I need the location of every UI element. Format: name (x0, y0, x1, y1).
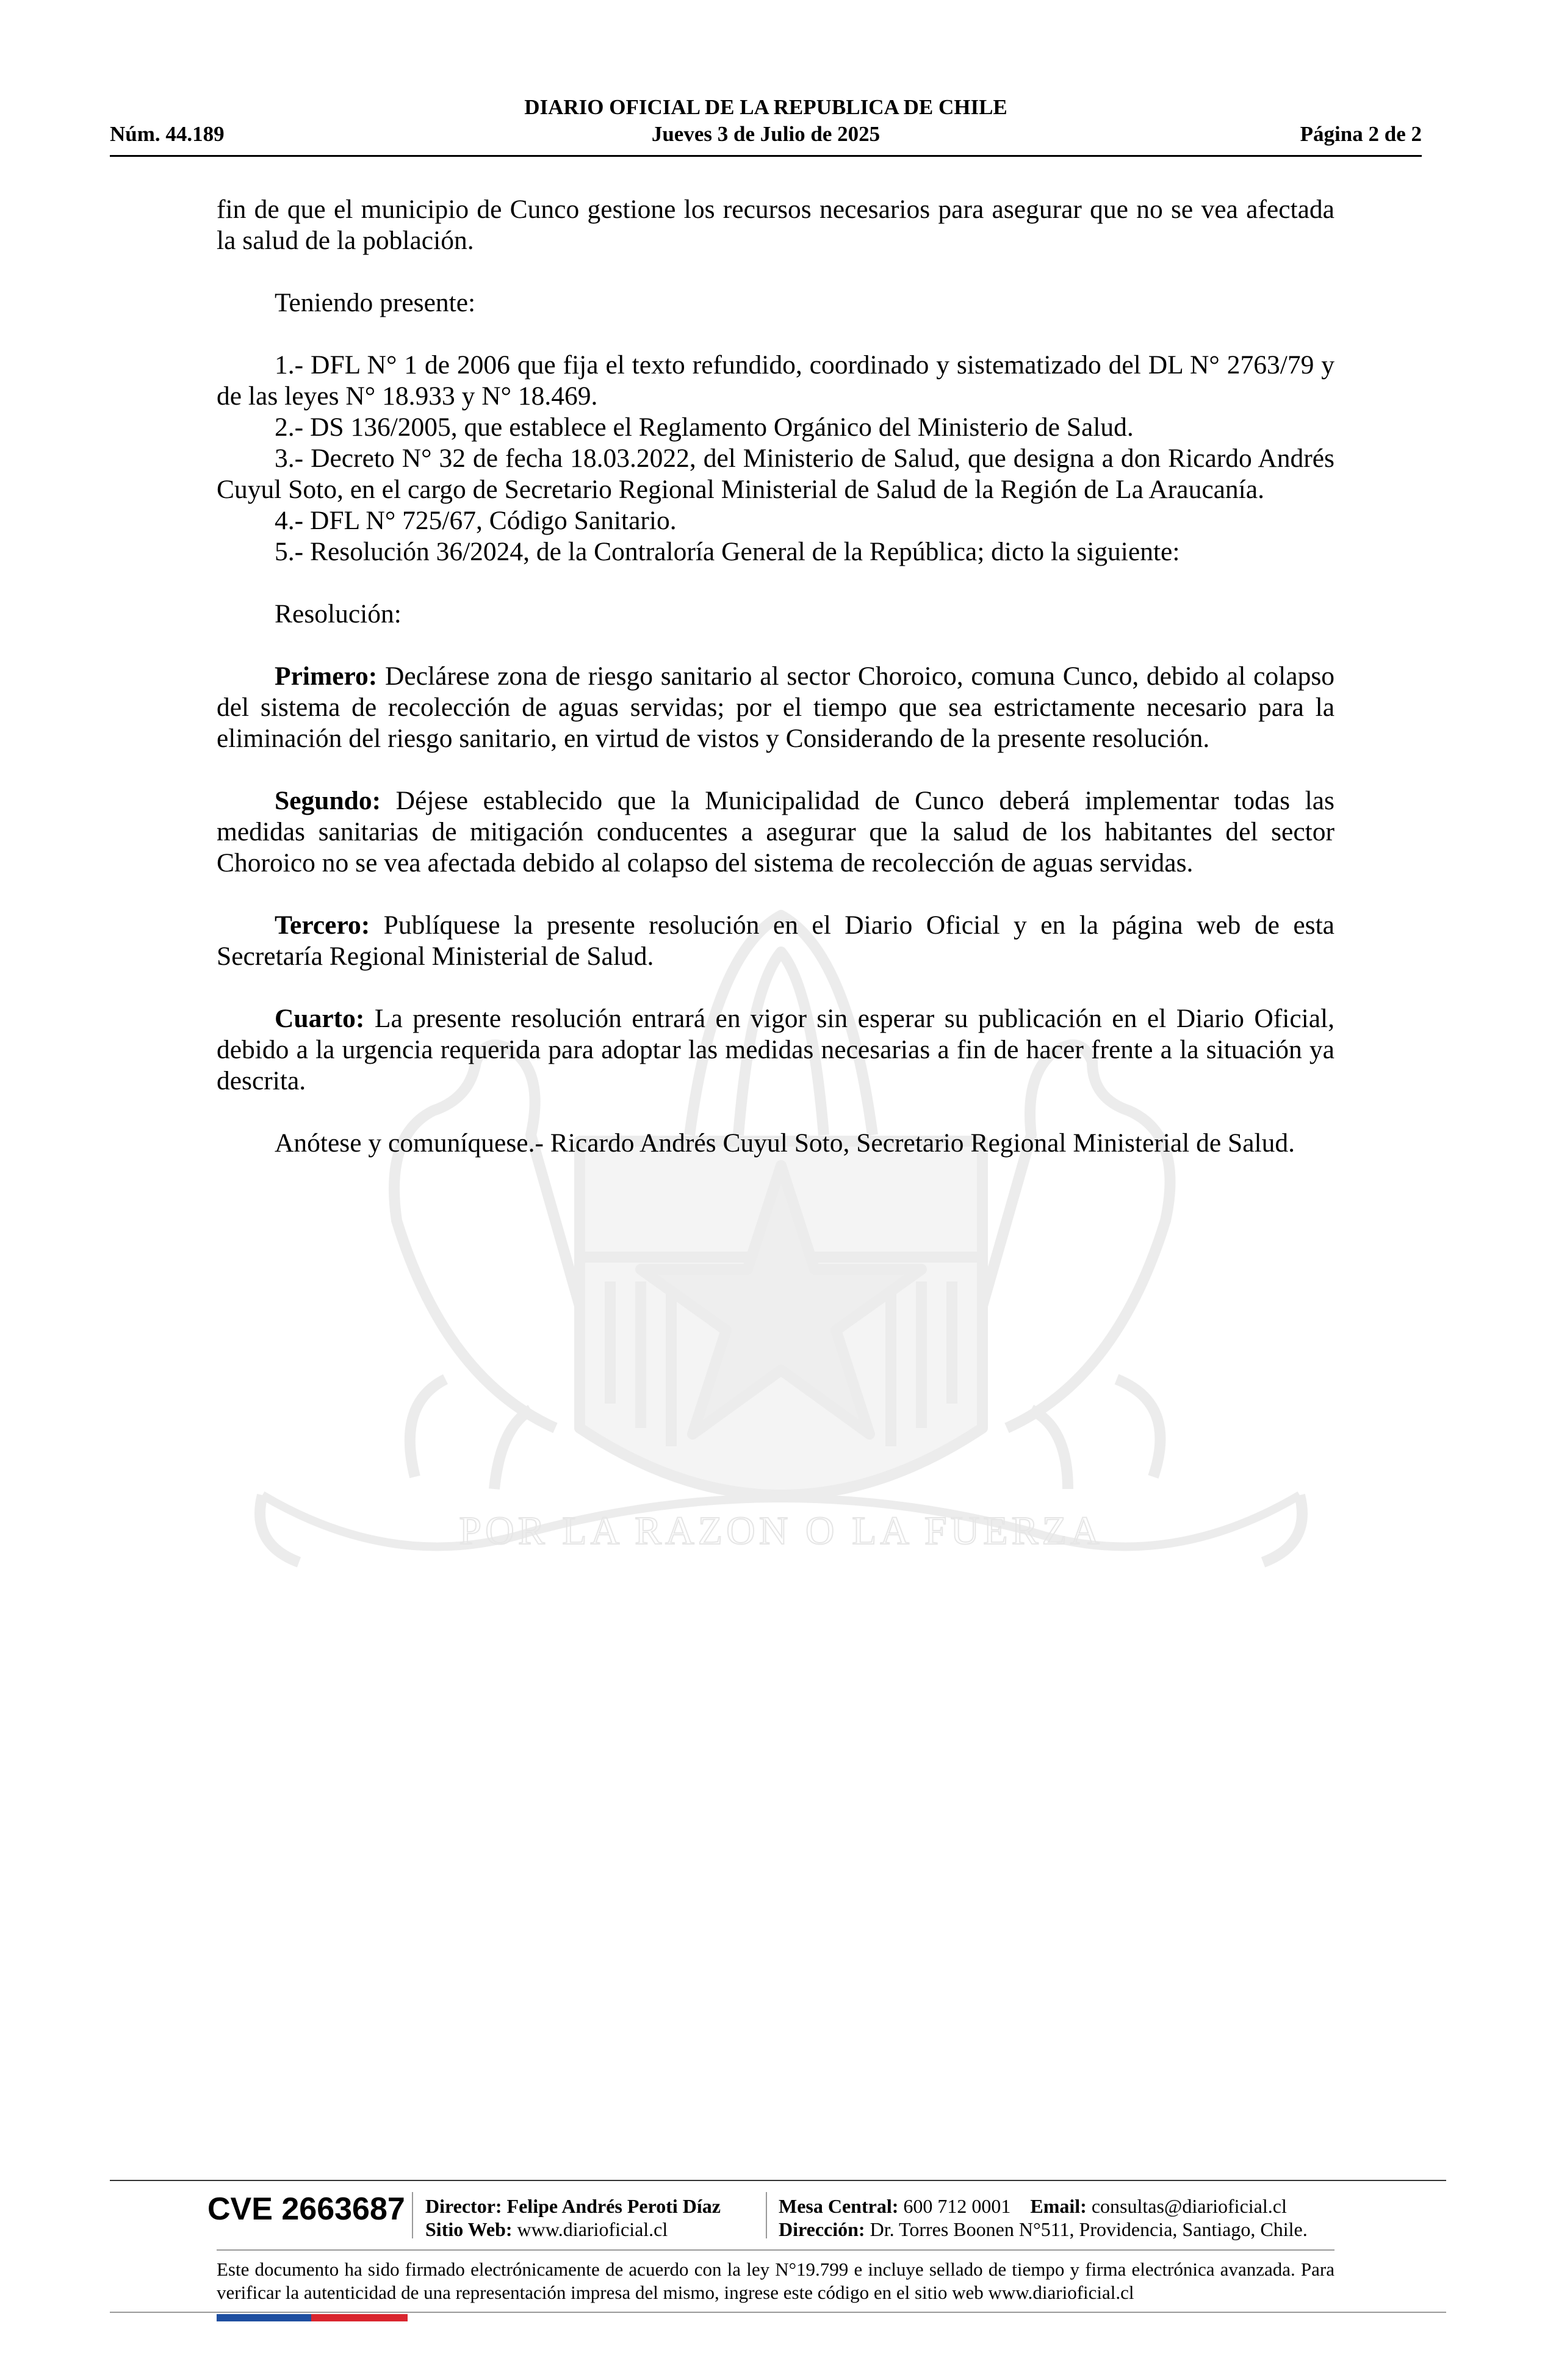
list-item: 4.- DFL N° 725/67, Código Sanitario. (275, 506, 677, 535)
web-label: Sitio Web: (425, 2218, 513, 2240)
article-text: Declárese zona de riesgo sanitario al sector Choroico, comuna Cunco, debido al colapso del sistema de recolección de aguas servidas; por el tiempo que sea estrictamente necesario para la eliminación del riesgo sanitario, en virtud de vistos y Considerando de la presente resolución. (217, 662, 1334, 753)
contact-line (779, 2194, 1308, 2218)
director-name: Felipe Andrés Peroti Díaz (506, 2195, 721, 2217)
email-label: Email: (1030, 2195, 1087, 2217)
watermark-motto: POR LA RAZON O LA FUERZA (459, 1509, 1103, 1553)
publication-date: Jueves 3 de Julio de 2025 (651, 122, 881, 146)
footer-contact-block (779, 2194, 1308, 2241)
list-item: 1.- DFL N° 1 de 2006 que fija el texto refundido, coordinado y sistematizado del DL N° 2763/79 y de las leyes N° 18.933 y N° 18.469. (217, 350, 1334, 411)
article-label: Primero: (275, 662, 378, 691)
direccion-label: Dirección: (779, 2218, 865, 2240)
footer-divider-bottom (110, 2312, 1446, 2313)
closing-signature: Anótese y comuníquese.- Ricardo Andrés Cuyul Soto, Secretario Regional Ministerial de Salud. (275, 1128, 1295, 1158)
footer-director-block (425, 2194, 721, 2241)
web-link[interactable]: www.diarioficial.cl (517, 2218, 668, 2240)
list-item: 2.- DS 136/2005, que establece el Reglamento Orgánico del Ministerio de Salud. (275, 413, 1134, 442)
article-segundo (217, 785, 1334, 879)
resolution-body (217, 194, 1334, 1159)
article-label: Tercero: (275, 911, 370, 940)
resolucion-heading: Resolución: (275, 599, 402, 629)
mesa-value: 600 712 0001 (903, 2195, 1011, 2217)
article-text: Publíquese la presente resolución en el Diario Oficial y en la página web de esta Secretaría Regional Ministerial de Salud. (217, 911, 1334, 971)
article-text: La presente resolución entrará en vigor sin esperar su publicación en el Diario Oficial, debido a la urgencia requerida para adoptar las medidas necesarias a fin de hacer frente a la situación ya descrita. (217, 1004, 1334, 1095)
email-link[interactable]: consultas@diarioficial.cl (1091, 2195, 1287, 2217)
publication-title: DIARIO OFICIAL DE LA REPUBLICA DE CHILE (524, 95, 1007, 119)
flag-stripe-red (311, 2314, 408, 2321)
intro-paragraph: fin de que el municipio de Cunco gestione los recursos necesarios para asegurar que no se vea afectada la salud de la población. (217, 195, 1334, 255)
address-line (779, 2218, 1308, 2241)
flag-stripe-blue (217, 2314, 311, 2321)
article-text: Déjese establecido que la Municipalidad de Cunco deberá implementar todas las medidas sanitarias de mitigación conducentes a asegurar que la salud de los habitantes del sector Choroico no se vea afectada debido al colapso del sistema de recolección de aguas servidas. (217, 786, 1334, 878)
article-label: Cuarto: (275, 1004, 365, 1033)
article-cuarto (217, 1003, 1334, 1097)
page-indicator: Página 2 de 2 (1300, 122, 1422, 146)
list-item: 5.- Resolución 36/2024, de la Contraloría General de la República; dicto la siguiente: (275, 537, 1180, 566)
footer-divider-mid (217, 2249, 1334, 2251)
issue-number: Núm. 44.189 (110, 122, 225, 146)
director-line (425, 2194, 721, 2218)
legal-notice (217, 2258, 1334, 2304)
teniendo-presente-heading: Teniendo presente: (275, 288, 476, 317)
legal-text: Este documento ha sido firmado electrónicamente de acuerdo con la ley N°19.799 e incluye sellado de tiempo y firma electrónica avanzada. Para verificar la autenticidad de una representación impresa del mismo, ingrese este código en el sitio web www.diarioficial.cl (217, 2259, 1334, 2303)
article-label: Segundo: (275, 786, 381, 815)
article-primero (217, 661, 1334, 754)
web-line (425, 2218, 721, 2241)
footer-separator (766, 2192, 767, 2238)
article-tercero (217, 910, 1334, 972)
director-label: Director: (425, 2195, 502, 2217)
footer-separator (412, 2192, 413, 2238)
cve-code: CVE 2663687 (207, 2191, 405, 2227)
page-header (110, 93, 1422, 160)
list-item: 3.- Decreto N° 32 de fecha 18.03.2022, del Ministerio de Salud, que designa a don Ricardo Andrés Cuyul Soto, en el cargo de Secretario Regional Ministerial de Salud de la Región de La Araucanía. (217, 444, 1334, 504)
mesa-label: Mesa Central: (779, 2195, 899, 2217)
header-divider (110, 155, 1422, 157)
footer-divider-top (110, 2180, 1446, 2181)
direccion-value: Dr. Torres Boonen N°511, Providencia, Santiago, Chile. (870, 2218, 1308, 2240)
